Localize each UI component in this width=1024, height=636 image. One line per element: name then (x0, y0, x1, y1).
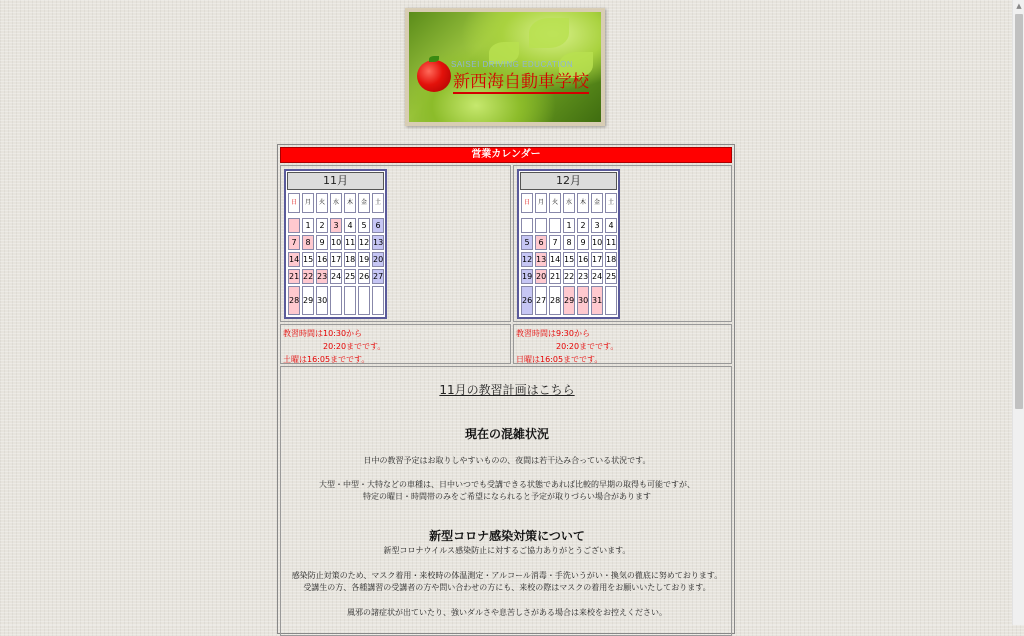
covid-text: 感染防止対策のため、マスク着用・来校時の体温測定・アルコール消毒・手洗いうがい・換気の徹底に努めております。 (291, 571, 723, 580)
calendar-day: 2 (577, 218, 589, 233)
calendar-day: 24 (591, 269, 603, 284)
calendar-day: 11 (344, 235, 356, 250)
calendar-day: 1 (302, 218, 314, 233)
calendar-day: 20 (372, 252, 384, 267)
calendar-day: 14 (288, 252, 300, 267)
calendar-day: 10 (330, 235, 342, 250)
calendar-day: 10 (591, 235, 603, 250)
weekday-header: 火 (316, 193, 328, 213)
hours-note-december (513, 324, 732, 364)
calendar-day: 25 (605, 269, 617, 284)
calendar-day-empty (358, 286, 370, 315)
calendar-day: 6 (535, 235, 547, 250)
apple-icon (417, 60, 451, 92)
training-plan-link-text[interactable]: 11月の教習計画はこちら (439, 383, 575, 397)
calendar-day: 17 (330, 252, 342, 267)
scroll-up-arrow-icon[interactable]: ▲ (1016, 2, 1022, 10)
weekday-header: 土 (605, 193, 617, 213)
calendar-day: 18 (344, 252, 356, 267)
month-calendar-december (517, 169, 620, 319)
congestion-text: 大型・中型・大特などの車種は、日中いつでも受講できる状態であれば比較的早期の取得も可能ですが、 (319, 480, 695, 489)
calendar-day: 4 (344, 218, 356, 233)
calendar-day: 21 (288, 269, 300, 284)
calendar-day: 23 (316, 269, 328, 284)
calendar-day: 26 (521, 286, 533, 315)
calendar-day: 28 (549, 286, 561, 315)
calendar-day: 17 (591, 252, 603, 267)
hours-note-text: 教習時間は10:30から 20:20までです。 土曜は16:05までです。 (283, 329, 386, 364)
covid-heading: 新型コロナ感染対策について (429, 529, 585, 543)
calendar-day: 5 (521, 235, 533, 250)
calendar-day: 2 (316, 218, 328, 233)
training-plan-link[interactable] (281, 381, 733, 398)
school-logo[interactable] (405, 8, 605, 126)
calendar-day: 18 (605, 252, 617, 267)
calendar-day: 6 (372, 218, 384, 233)
scrollbar-thumb[interactable] (1015, 14, 1023, 409)
weekday-header: 水 (563, 193, 575, 213)
calendar-day: 31 (591, 286, 603, 315)
calendar-day: 24 (330, 269, 342, 284)
calendar-cell-december (513, 165, 732, 322)
congestion-heading: 現在の混雑状況 (464, 427, 549, 441)
month-calendar-november (284, 169, 387, 319)
calendar-day: 27 (372, 269, 384, 284)
calendar-day: 4 (605, 218, 617, 233)
covid-text: 風邪の諸症状が出ていたり、強いダルさや息苦しさがある場合は来校をお控えください。 (347, 608, 667, 617)
calendar-day-empty (330, 286, 342, 315)
calendar-day: 15 (563, 252, 575, 267)
calendar-day-empty (372, 286, 384, 315)
calendar-day-empty (535, 218, 547, 233)
calendar-day: 16 (316, 252, 328, 267)
calendar-day-empty (288, 218, 300, 233)
hours-note-november (280, 324, 511, 364)
calendar-day: 16 (577, 252, 589, 267)
weekday-header: 木 (577, 193, 589, 213)
calendar-day: 7 (549, 235, 561, 250)
calendar-day: 14 (549, 252, 561, 267)
weekday-header: 土 (372, 193, 384, 213)
weekday-header: 金 (591, 193, 603, 213)
calendar-day: 3 (591, 218, 603, 233)
calendar-day: 22 (563, 269, 575, 284)
calendar-day: 9 (316, 235, 328, 250)
congestion-text: 日中の教習予定はお取りしやすいものの、夜間は若干込み合っている状況です。 (363, 456, 651, 465)
calendar-day: 19 (358, 252, 370, 267)
calendar-day-empty (605, 286, 617, 315)
covid-text: 新型コロナウイルス感染防止に対するご協力ありがとうございます。 (383, 546, 631, 555)
calendar-day: 22 (302, 269, 314, 284)
weekday-header: 日 (521, 193, 533, 213)
calendar-day: 3 (330, 218, 342, 233)
hours-note-text: 教習時間は9:30から 20:20までです。 日曜は16:05までです。 (516, 329, 619, 364)
business-calendar-panel (277, 144, 735, 634)
logo-title: 新西海自動車学校 (453, 72, 589, 92)
calendar-day-empty (549, 218, 561, 233)
calendar-day: 28 (288, 286, 300, 315)
calendar-day: 25 (344, 269, 356, 284)
weekday-header: 水 (330, 193, 342, 213)
month-title: 11月 (287, 172, 384, 190)
calendar-day: 11 (605, 235, 617, 250)
calendar-day: 8 (563, 235, 575, 250)
leaf-decoration (529, 18, 569, 48)
calendar-day: 29 (563, 286, 575, 315)
calendar-day-empty (521, 218, 533, 233)
apple-leaf-icon (429, 56, 439, 62)
weekday-header: 月 (535, 193, 547, 213)
calendar-day: 19 (521, 269, 533, 284)
calendar-day: 9 (577, 235, 589, 250)
calendar-day: 12 (358, 235, 370, 250)
calendar-day: 30 (316, 286, 328, 315)
calendar-day: 12 (521, 252, 533, 267)
calendar-day: 20 (535, 269, 547, 284)
calendar-day-empty (344, 286, 356, 315)
weekday-header: 日 (288, 193, 300, 213)
calendar-day: 23 (577, 269, 589, 284)
weekday-header: 月 (302, 193, 314, 213)
calendar-day: 13 (372, 235, 384, 250)
calendar-day: 7 (288, 235, 300, 250)
calendar-day: 30 (577, 286, 589, 315)
calendar-day: 1 (563, 218, 575, 233)
calendar-day: 27 (535, 286, 547, 315)
calendar-banner: 営業カレンダー (280, 147, 732, 163)
calendar-day: 15 (302, 252, 314, 267)
calendar-day: 5 (358, 218, 370, 233)
month-title: 12月 (520, 172, 617, 190)
weekday-header: 火 (549, 193, 561, 213)
vertical-scrollbar[interactable] (1012, 0, 1024, 625)
calendar-day: 21 (549, 269, 561, 284)
calendar-day: 29 (302, 286, 314, 315)
weekday-header: 金 (358, 193, 370, 213)
calendar-day: 8 (302, 235, 314, 250)
calendar-cell-november (280, 165, 511, 322)
calendar-day: 13 (535, 252, 547, 267)
covid-text: 受講生の方、各種講習の受講者の方や問い合わせの方にも、来校の際はマスクの着用をお願いいたしております。 (303, 583, 711, 592)
calendar-day: 26 (358, 269, 370, 284)
congestion-text: 特定の曜日・時間帯のみをご希望になられると予定が取りづらい場合があります (363, 492, 651, 501)
logo-subtitle: SAISEI DRIVING EDUCATION (451, 60, 574, 69)
info-section (280, 366, 732, 636)
weekday-header: 木 (344, 193, 356, 213)
